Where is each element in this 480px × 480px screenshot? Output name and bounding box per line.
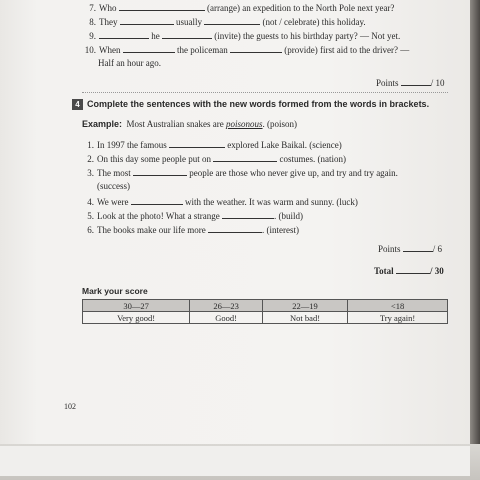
task-4-example: Example: Most Australian snakes are poisonous. (poison) [82,119,298,129]
task-4-item-5: 5. Look at the photo! What a strange . (build) [87,211,304,221]
mark-score-title: Mark your score [82,286,148,296]
answer-blank[interactable] [208,224,262,233]
answer-blank[interactable] [119,2,205,11]
task-4-heading: 4 Complete the sentences with the new words formed from the words in brackets. [72,99,429,110]
item-10: 10. When the policeman (provide) first aid to the driver? — [84,45,410,55]
task-4-item-3: 3. The most people are those who never give up, and try and try again. [87,168,398,178]
score-mark: Good! [190,312,263,324]
page-number: 102 [64,402,76,411]
score-mark: Very good! [83,312,190,324]
answer-blank[interactable] [204,16,260,25]
score-range: 22—19 [262,300,347,312]
task-4-item-6: 6. The books make our life more . (interest) [87,225,299,235]
answer-blank[interactable] [99,30,149,39]
answer-blank[interactable] [162,30,212,39]
score-mark: Not bad! [262,312,347,324]
score-mark: Try again! [348,312,448,324]
points-blank[interactable] [401,77,431,86]
answer-blank[interactable] [123,44,175,53]
task-number-badge: 4 [72,99,83,110]
score-table [82,299,448,324]
score-marks-row [83,312,448,324]
item-10-answer: Half an hour ago. [98,58,161,68]
task-4-item-2: 2. On this day some people put on costumes. (nation) [87,154,346,164]
task-4-item-4: 4. We were with the weather. It was warm and sunny. (luck) [87,197,358,207]
answer-blank[interactable] [169,139,225,148]
score-ranges-row [83,300,448,312]
answer-blank[interactable] [213,153,277,162]
score-range: <18 [348,300,448,312]
page-edge-shadow [470,0,480,480]
task-4-item-3-cont: (success) [97,181,130,191]
item-7: 7. Who (arrange) an expedition to the North Pole next year? [89,3,395,13]
answer-blank[interactable] [131,196,183,205]
answer-blank[interactable] [222,210,274,219]
total-score: Total / 30 [374,266,444,276]
score-range: 30—27 [83,300,190,312]
divider [82,92,448,93]
page-bottom-strip [0,444,480,480]
item-9: 9. he (invite) the guests to his birthday party? — Not yet. [89,31,401,41]
answer-blank[interactable] [120,16,174,25]
points-section-4: Points / 6 [378,244,443,254]
answer-blank[interactable] [230,44,282,53]
score-range: 26—23 [190,300,263,312]
points-section-3: Points / 10 [376,78,445,88]
total-blank[interactable] [396,265,430,274]
item-8: 8. They usually (not / celebrate) this holiday. [89,17,366,27]
points-blank[interactable] [403,243,433,252]
answer-blank[interactable] [133,167,187,176]
task-4-item-1: 1. In 1997 the famous explored Lake Baikal. (science) [87,140,342,150]
